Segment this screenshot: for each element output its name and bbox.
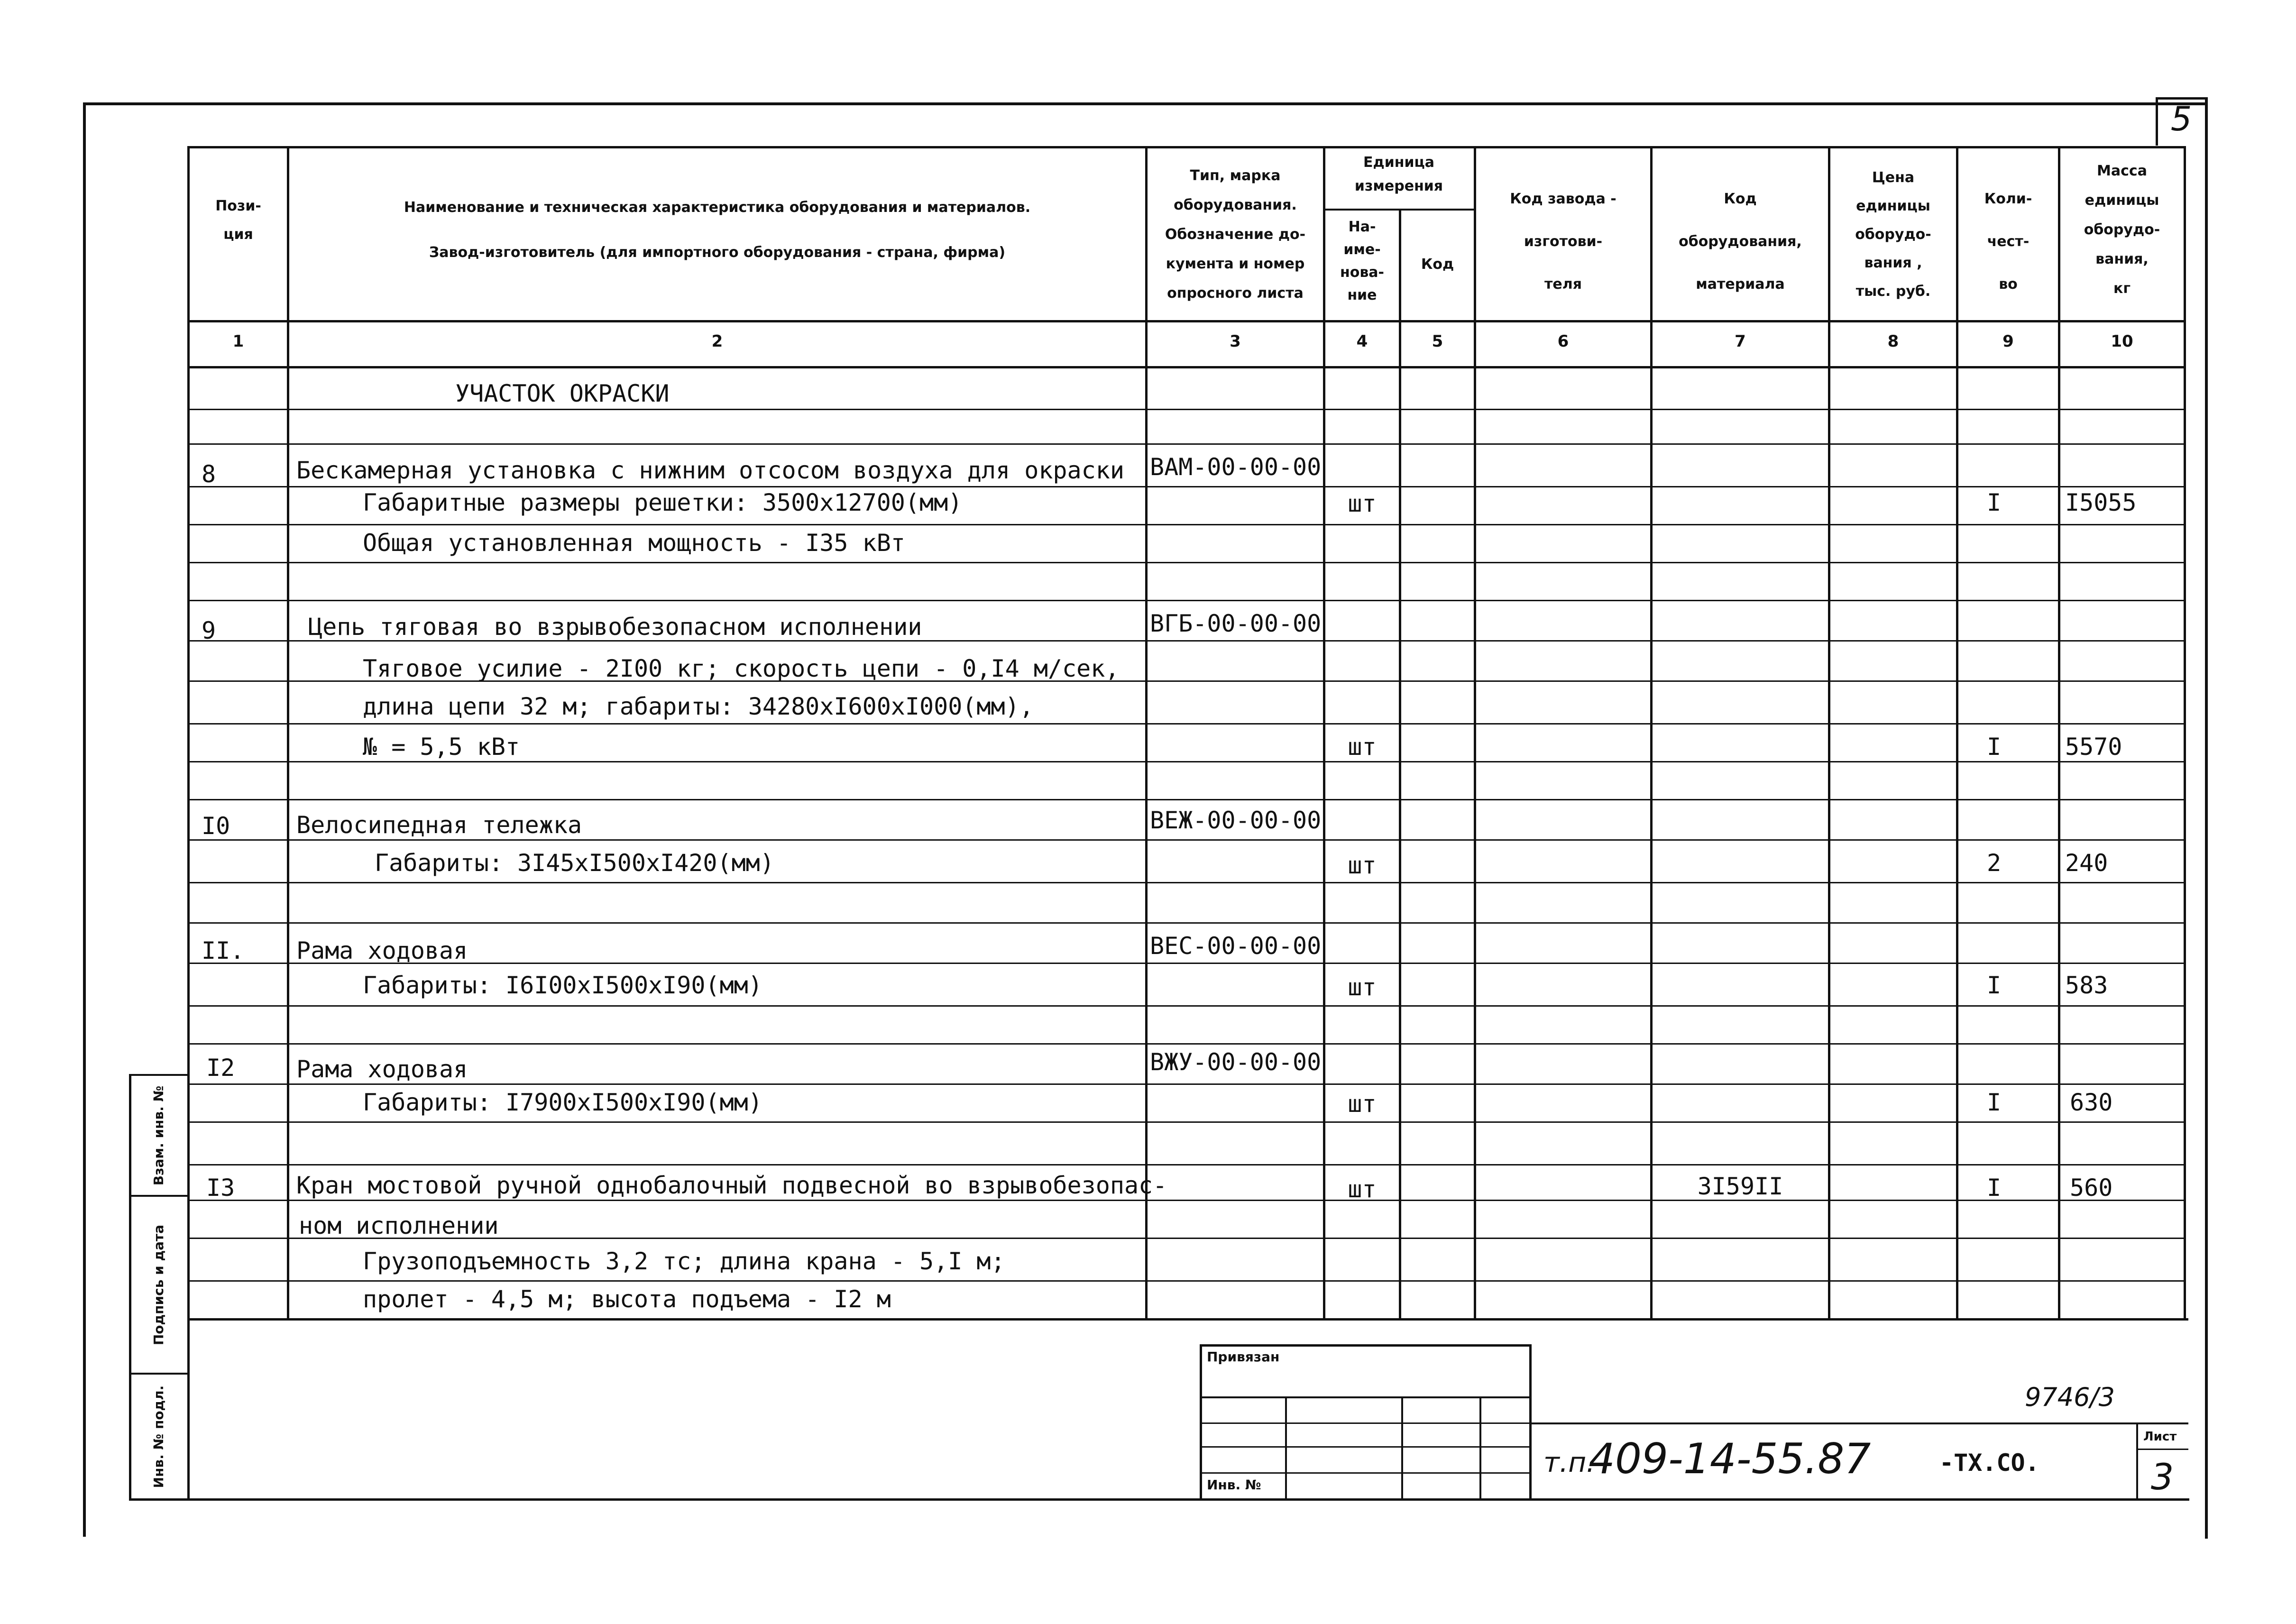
col-number: 9	[2002, 332, 2014, 351]
row-unit: шт	[1348, 852, 1377, 879]
header-name: Наименование и техническая характеристика оборудования и материалов. Завод-изготовитель (для импортного оборудования - страна, фирма)	[404, 199, 1031, 261]
header-unit-name: На- име- нова- ние	[1340, 219, 1385, 303]
row-qty: 2	[1986, 849, 2002, 877]
row-mass: 630	[2070, 1089, 2113, 1116]
row-mass: 240	[2065, 849, 2108, 877]
row-name: ном исполнении	[299, 1212, 499, 1239]
title-doc-suffix: -ТХ.СО.	[1939, 1449, 2039, 1477]
row-unit: шт	[1348, 973, 1377, 1001]
row-position: 8	[202, 460, 216, 488]
title-linked-label: Привязан	[1207, 1349, 1280, 1365]
row-qty: I	[1986, 972, 2002, 999]
col-number: 1	[232, 332, 244, 351]
col-number: 2	[711, 332, 723, 351]
col-number: 7	[1735, 332, 1746, 351]
title-doc-prefix: т.п.	[1543, 1446, 1595, 1478]
title-sheet-number: 3	[2150, 1456, 2174, 1498]
header-position: Пози- ция	[215, 198, 261, 243]
row-name: Габариты: 3I45хI500хI420(мм)	[375, 849, 774, 877]
col-number: 8	[1887, 332, 1899, 351]
header-maker-code: Код завода - изготови- теля	[1510, 191, 1616, 293]
row-name: Кран мостовой ручной однобалочный подвесной во взрывобезопас-	[296, 1172, 1167, 1199]
side-stamp-original-inv: Инв. № подл.	[151, 1385, 166, 1488]
title-order-number: 9746/3	[2025, 1382, 2115, 1412]
header-qty: Коли- чест- во	[1984, 191, 2032, 293]
header-price: Цена единицы оборудо- вания , тыс. руб.	[1855, 169, 1931, 300]
row-type: ВАМ-00-00-00	[1150, 453, 1322, 481]
row-name: Цепь тяговая во взрывобезопасном исполнении	[308, 613, 922, 641]
row-type: ВЕЖ-00-00-00	[1150, 807, 1322, 834]
header-unit: Единица измерения	[1354, 154, 1443, 194]
row-type: ВЕС-00-00-00	[1150, 932, 1322, 960]
row-name: Бескамерная установка с нижним отсосом воздуха для окраски	[296, 457, 1124, 484]
row-name: Рама ходовая	[296, 1055, 468, 1083]
row-name: Велосипедная тележка	[296, 811, 582, 839]
row-mass: 560	[2070, 1174, 2113, 1202]
col-number: 3	[1230, 332, 1241, 351]
header-mass: Масса единицы оборудо- вания, кг	[2084, 163, 2160, 297]
row-position: II.	[202, 937, 245, 964]
title-doc-number: 409-14-55.87	[1589, 1434, 1871, 1483]
header-type: Тип, марка оборудования. Обозначение до- кумента и номер опросного листа	[1165, 167, 1306, 302]
col-number: 4	[1356, 332, 1368, 351]
row-type: ВЖУ-00-00-00	[1150, 1048, 1322, 1076]
row-name: № = 5,5 кВт	[363, 733, 520, 761]
side-stamp-signature-date: Подпись и дата	[151, 1224, 166, 1346]
row-unit: шт	[1348, 733, 1377, 761]
row-equip-code: 3I59II	[1697, 1173, 1783, 1200]
row-mass: 583	[2065, 972, 2108, 999]
row-name: Габаритные размеры решетки: 3500х12700(мм)	[363, 489, 963, 516]
row-mass: I5055	[2065, 489, 2137, 516]
row-unit: шт	[1348, 1090, 1377, 1118]
side-stamp-replaced-inv: Взам. инв. №	[151, 1085, 166, 1186]
row-unit: шт	[1348, 1175, 1377, 1203]
row-name: Тяговое усилие - 2I00 кг; скорость цепи - 0,I4 м/сек,	[363, 655, 1120, 682]
row-name: Общая установленная мощность - I35 кВт	[363, 529, 905, 557]
title-sheet-label: Лист	[2143, 1430, 2177, 1444]
row-name: Грузоподъемность 3,2 тс; длина крана - 5,I м;	[363, 1248, 1005, 1275]
row-name: Габариты: I6I00хI500хI90(мм)	[363, 972, 762, 999]
row-name: Габариты: I7900хI500хI90(мм)	[363, 1089, 762, 1116]
row-qty: I	[1986, 733, 2002, 761]
row-position: 9	[202, 617, 216, 644]
row-name: длина цепи 32 м; габариты: 34280хI600хI000(мм),	[363, 693, 1034, 720]
header-equip-code: Код оборудования, материала	[1679, 191, 1802, 293]
row-qty: I	[1986, 1089, 2002, 1116]
row-position: I2	[206, 1054, 235, 1082]
col-number: 6	[1557, 332, 1569, 351]
row-name: пролет - 4,5 м; высота подъема - I2 м	[363, 1285, 891, 1313]
col-number: 10	[2111, 332, 2133, 351]
row-type: ВГБ-00-00-00	[1150, 610, 1322, 637]
row-qty: I	[1986, 489, 2002, 516]
row-position: I3	[206, 1174, 235, 1202]
row-unit: шт	[1348, 490, 1377, 517]
col-number: 5	[1432, 332, 1443, 351]
header-unit-code: Код	[1421, 256, 1454, 273]
row-name: Рама ходовая	[296, 937, 468, 964]
title-inv-label: Инв. №	[1207, 1477, 1261, 1493]
section-title: УЧАСТОК ОКРАСКИ	[455, 380, 670, 407]
row-mass: 5570	[2065, 733, 2122, 761]
row-qty: I	[1986, 1174, 2002, 1202]
row-position: I0	[202, 812, 230, 840]
page-corner-number: 5	[2170, 100, 2192, 138]
